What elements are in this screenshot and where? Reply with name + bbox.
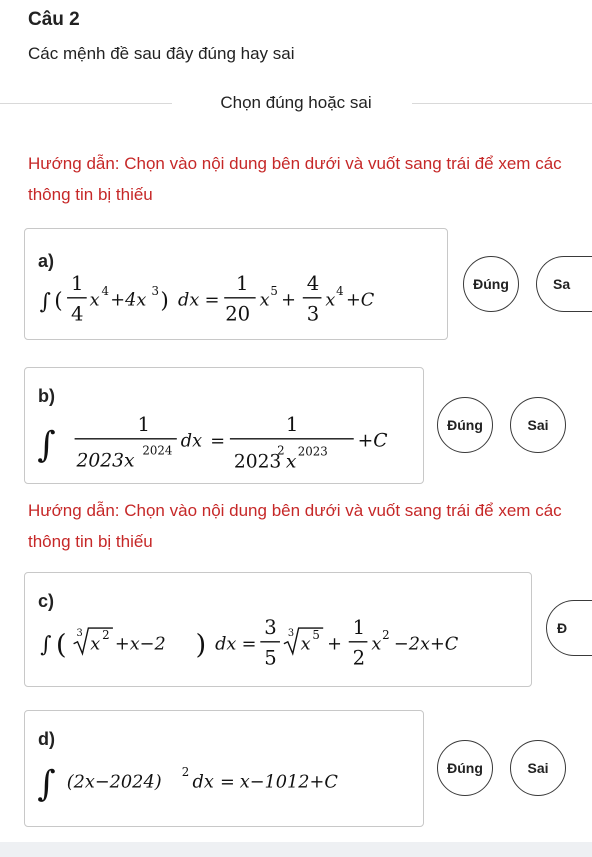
question-title: Câu 2 bbox=[28, 9, 80, 30]
root-body: x bbox=[90, 634, 101, 655]
statement-label: b) bbox=[38, 386, 55, 406]
equals-sign: = bbox=[241, 634, 257, 655]
root-index: 3 bbox=[76, 627, 83, 639]
statement-card-b[interactable] bbox=[24, 367, 424, 484]
statement-card-d[interactable] bbox=[24, 710, 424, 827]
frac-den: 2023 bbox=[233, 451, 282, 473]
formula-c bbox=[25, 573, 531, 686]
differential: dx bbox=[215, 634, 237, 655]
term: −2x+C bbox=[393, 634, 459, 655]
differential: dx bbox=[178, 290, 200, 311]
paren-close: ) bbox=[195, 628, 207, 661]
term: x bbox=[89, 290, 100, 311]
exponent: 4 bbox=[336, 283, 344, 298]
differential: dx bbox=[180, 431, 203, 452]
statement-label: d) bbox=[38, 729, 55, 749]
term: x bbox=[259, 290, 270, 311]
true-button-d[interactable]: Đúng bbox=[437, 740, 493, 796]
constant: +C bbox=[357, 430, 388, 452]
formula-b bbox=[25, 368, 423, 483]
frac-num: 1 bbox=[137, 412, 151, 436]
exponent: 2 bbox=[181, 764, 190, 779]
integral-sign: ∫ bbox=[39, 289, 51, 315]
question-subtitle: Các mệnh đề sau đây đúng hay sai bbox=[28, 44, 295, 63]
integral-sign: ∫ bbox=[37, 424, 56, 466]
exponent: 2 bbox=[277, 443, 285, 458]
exponent: 5 bbox=[312, 627, 320, 642]
exponent: 2024 bbox=[142, 443, 173, 458]
term: +4x bbox=[110, 290, 147, 311]
section-divider bbox=[0, 88, 592, 118]
differential: dx bbox=[192, 772, 214, 793]
exponent: 4 bbox=[101, 283, 109, 298]
frac-den: 3 bbox=[306, 302, 320, 326]
constant: +C bbox=[346, 290, 375, 311]
frac-num: 1 bbox=[236, 271, 249, 295]
frac-den: 20 bbox=[225, 302, 251, 326]
term: x−1012+C bbox=[239, 772, 338, 793]
integral-sign: ∫ bbox=[37, 763, 56, 805]
paren-open: ( bbox=[55, 628, 67, 661]
integral-sign: ∫ bbox=[40, 632, 52, 658]
paren-close: ) bbox=[160, 288, 169, 314]
term: x bbox=[371, 634, 382, 655]
equals-sign: = bbox=[210, 431, 226, 452]
exponent: 5 bbox=[270, 283, 278, 298]
frac-num: 1 bbox=[352, 615, 366, 639]
term: x bbox=[325, 290, 336, 311]
divider-label: Chọn đúng hoặc sai bbox=[220, 93, 372, 112]
equals-sign: = bbox=[204, 290, 220, 311]
frac-den: 2 bbox=[352, 646, 366, 670]
bottom-bar bbox=[0, 842, 592, 857]
formula-a bbox=[25, 229, 447, 339]
equals-sign: = bbox=[220, 772, 235, 793]
exponent: 2 bbox=[102, 627, 110, 642]
exponent: 3 bbox=[151, 283, 160, 298]
paren-open: ( bbox=[54, 288, 63, 314]
true-button-c[interactable]: Đ bbox=[546, 600, 592, 656]
false-button-a[interactable]: Sa bbox=[536, 256, 592, 312]
statement-card-c[interactable] bbox=[24, 572, 532, 687]
frac-num: 4 bbox=[306, 271, 320, 295]
statement-label: a) bbox=[38, 251, 55, 271]
term: +x−2 bbox=[114, 634, 166, 655]
false-button-b[interactable]: Sai bbox=[510, 397, 566, 453]
frac-num: 3 bbox=[264, 615, 277, 639]
plus-sign: + bbox=[327, 634, 342, 655]
frac-num: 1 bbox=[71, 271, 84, 295]
term: (2x−2024) bbox=[66, 772, 162, 793]
frac-den: 5 bbox=[264, 646, 277, 670]
statement-card-a[interactable] bbox=[24, 228, 448, 340]
swipe-hint: Hướng dẫn: Chọn vào nội dung bên dưới và vuốt sang trái để xem các thông tin bị thiếu bbox=[28, 501, 562, 551]
statement-label: c) bbox=[38, 591, 55, 611]
divider-line-right bbox=[412, 103, 592, 104]
root-index: 3 bbox=[287, 627, 295, 639]
exponent: 2 bbox=[382, 627, 390, 642]
false-button-d[interactable]: Sai bbox=[510, 740, 566, 796]
swipe-hint: Hướng dẫn: Chọn vào nội dung bên dưới và vuốt sang trái để xem các thông tin bị thiếu bbox=[28, 154, 562, 204]
frac-den: 4 bbox=[71, 302, 84, 326]
true-button-b[interactable]: Đúng bbox=[437, 397, 493, 453]
plus-sign: + bbox=[281, 290, 296, 311]
root-body: x bbox=[300, 634, 311, 655]
frac-den: 2023x bbox=[76, 450, 135, 472]
true-button-a[interactable]: Đúng bbox=[463, 256, 519, 312]
formula-d bbox=[25, 711, 423, 826]
frac-num: 1 bbox=[285, 412, 299, 436]
frac-den: x bbox=[285, 451, 297, 473]
exponent: 2023 bbox=[297, 444, 328, 459]
